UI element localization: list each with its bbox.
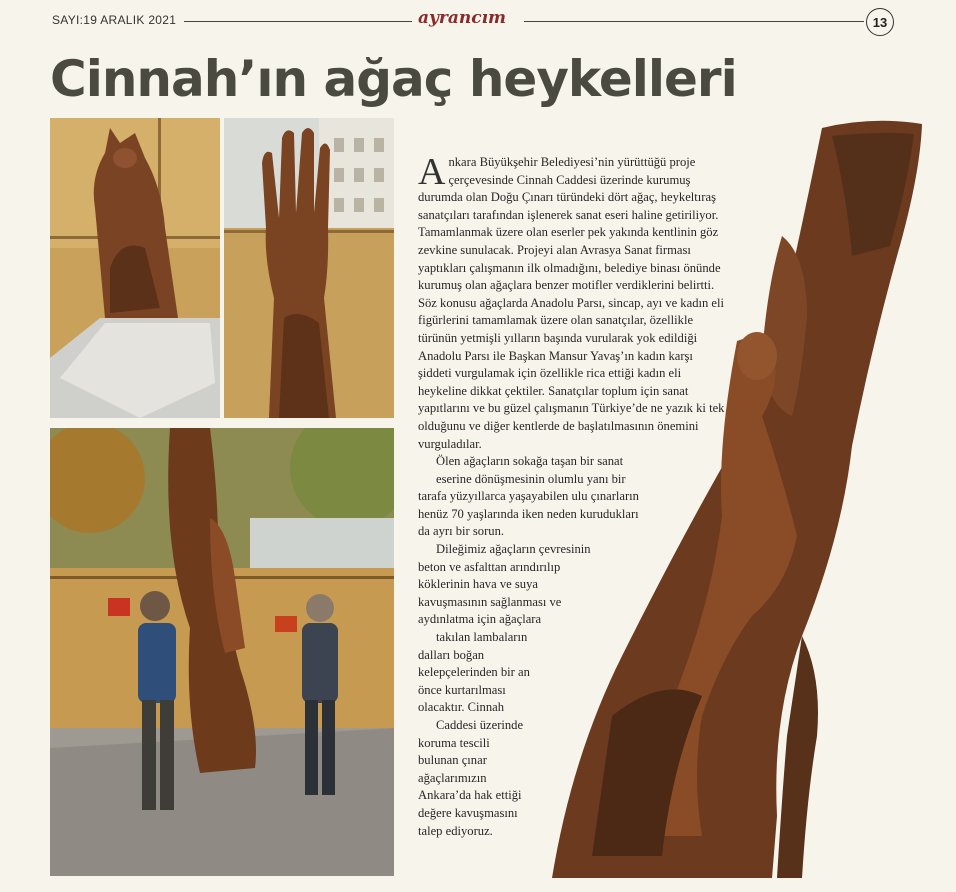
article-paragraph-3 (418, 541, 728, 840)
photo-artists-with-chainsaws (50, 428, 394, 876)
paragraph-3-text-c: Caddesi üzerinde koruma tescili bulunan çınar ağaçlarımızın Ankara’da hak ettiği değere kavuşmasını talep ediyoruz. (418, 718, 524, 838)
paragraph-2-first-line: Ölen ağaçların sokağa taşan bir sanat (436, 454, 624, 469)
photo-hand-sculpture (224, 118, 394, 418)
header-rule-left (184, 21, 412, 22)
header-rule-right (524, 21, 864, 22)
article-body (418, 151, 728, 840)
drop-cap: A (418, 151, 446, 193)
article-paragraph-1 (418, 151, 728, 453)
paragraph-1-text: nkara Büyükşehir Belediyesi’nin yürüttüğü proje çerçevesinde Cinnah Caddesi üzerinde kurumuş durumda olan Doğu Çınarı türündeki dört ağaç, heykeltıraş sanatçıları tarafından işlenerek sanat eseri haline getiriliyor. Tamamlanmak üzere olan eserler pek yakında kentlinin göz zevkine sunulacak. Projeyi alan Avrasya Sanat firması yaptıkları çalışmanın ilk olmadığını, belediye binası önünde kurumuş olan ağaçlara benzer motifler verdiklerini belirtti. Söz konusu ağaçlarda Anadolu Parsı, sincap, ayı ve kadın eli figürlerini tamamlamak üzere olan sanatçılar, özellikle türünün yetmişli yılların başında vurularak yok edildiği Anadolu Parsı ile Başkan Mansur Yavaş’ın kadın karşı şiddeti vurgulamak için özellikle rica ettiği kadın eli heykeline dikkat çektiler. Sanatçılar toplum için sanat yapıtlarını ve bu güzel çalışmanın Türkiye’de ne yazık ki tek olduğunu ve diğer kentlerde de başlatılmasının önemini vurguladılar. (418, 155, 725, 451)
paragraph-3-text-a: Dileğimiz ağaçların çevresinin beton ve asfalttan arındırılıp köklerinin hava ve suya kavuşmasının sağlanması ve aydınlatma için ağaçlara (418, 542, 591, 627)
paragraph-2-text: eserine dönüşmesinin olumlu yanı bir tarafa yüzyıllarca yaşayabilen ulu çınarların henüz 70 yaşlarında iken neden kurudukları da ayrı bir sorun. (418, 471, 639, 539)
photo-bear-sculpture (50, 118, 220, 418)
article-title: Cinnah’ın ağaç heykelleri (50, 50, 737, 108)
page-number: 13 (866, 8, 894, 36)
paragraph-3-text-b: takılan lambaların dalları boğan kelepçelerinden bir an önce kurtarılması olacaktır. Cinnah (418, 630, 530, 715)
magazine-logo: ayrancım (418, 8, 507, 28)
issue-date: SAYI:19 ARALIK 2021 (52, 13, 177, 27)
article-paragraph-2 (418, 453, 728, 541)
page-header (0, 0, 956, 44)
